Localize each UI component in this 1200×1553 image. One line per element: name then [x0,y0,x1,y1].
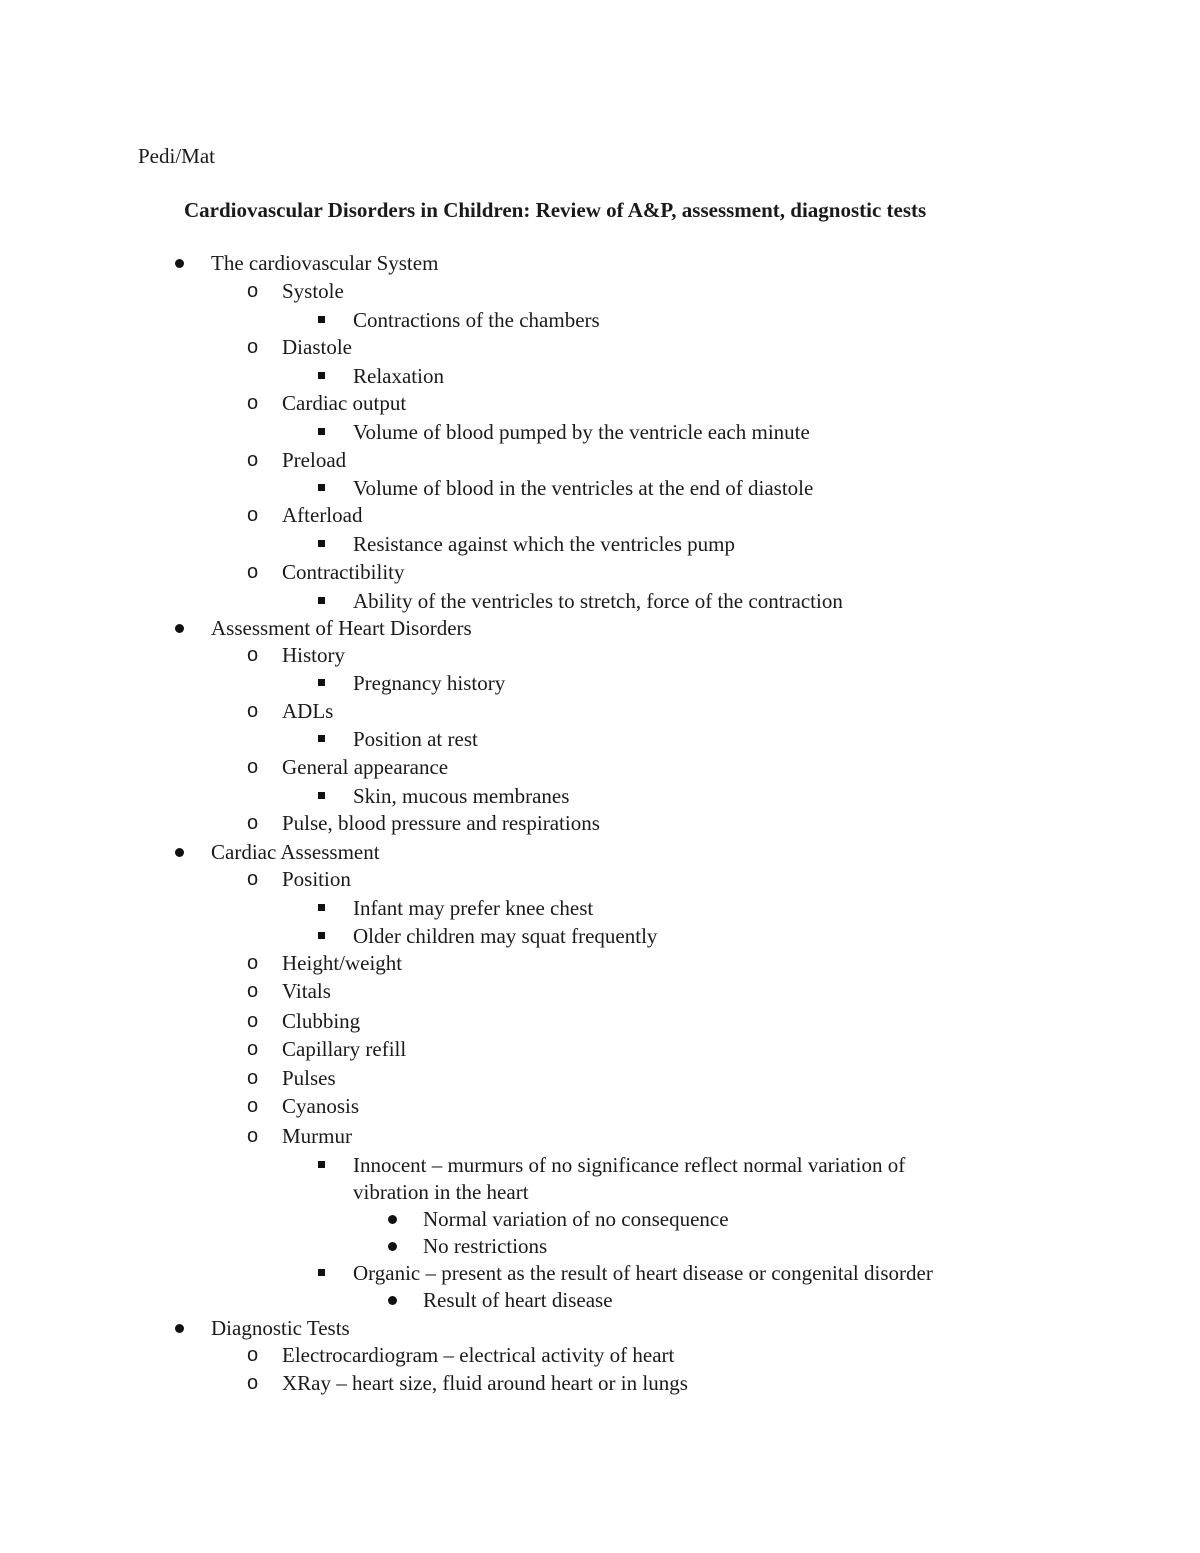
outline-item-level-3: Older children may squat frequently [353,924,658,948]
outline-item-level-2: Afterload [282,503,363,527]
bullet-circle-icon: o [247,644,259,666]
bullet-square-icon [318,372,325,379]
bullet-circle-icon: o [247,449,259,471]
outline-item-level-3: Volume of blood pumped by the ventricle each minute [353,420,810,444]
outline-item-level-3: Volume of blood in the ventricles at the end of diastole [353,476,814,500]
bullet-square-icon [318,735,325,742]
bullet-square-icon [318,316,325,323]
outline-item-level-4: Result of heart disease [423,1288,613,1312]
bullet-dot-icon [388,1242,397,1251]
page-title: Cardiovascular Disorders in Children: Review of A&P, assessment, diagnostic tests [184,198,927,222]
outline-item-level-2: Pulses [282,1066,336,1090]
outline-item-level-2: Diastole [282,335,352,359]
bullet-dot-icon [388,1215,397,1224]
bullet-dot-icon [175,848,184,857]
bullet-dot-icon [388,1296,397,1305]
bullet-circle-icon: o [247,392,259,414]
bullet-dot-icon [175,624,184,633]
outline-item-level-4: Normal variation of no consequence [423,1207,729,1231]
bullet-circle-icon: o [247,561,259,583]
outline-item-level-4: No restrictions [423,1234,548,1258]
bullet-circle-icon: o [247,756,259,778]
outline-item-level-2: Height/weight [282,951,403,975]
bullet-square-icon [318,679,325,686]
bullet-circle-icon: o [247,1125,259,1147]
bullet-square-icon [318,484,325,491]
outline-item-level-3: Relaxation [353,364,444,388]
outline-item-level-1: Cardiac Assessment [211,840,380,864]
bullet-circle-icon: o [247,1344,259,1366]
outline-item-level-2: Systole [282,279,344,303]
bullet-square-icon [318,540,325,547]
outline-item-level-3: Organic – present as the result of heart disease or congenital disorder [353,1261,933,1285]
outline-item-level-2: Cyanosis [282,1094,360,1118]
bullet-circle-icon: o [247,1067,259,1089]
bullet-circle-icon: o [247,1038,259,1060]
bullet-circle-icon: o [247,1010,259,1032]
outline-item-level-1: Assessment of Heart Disorders [211,616,472,640]
bullet-square-icon [318,1269,325,1276]
outline-item-level-1: The cardiovascular System [211,251,439,275]
bullet-square-icon [318,932,325,939]
outline-item-level-2: History [282,643,345,667]
outline-item-level-3: vibration in the heart [353,1180,529,1204]
outline-item-level-2: Vitals [282,979,331,1003]
bullet-circle-icon: o [247,700,259,722]
bullet-circle-icon: o [247,504,259,526]
outline-item-level-2: Capillary refill [282,1037,407,1061]
outline-item-level-3: Pregnancy history [353,671,506,695]
outline-item-level-2: Pulse, blood pressure and respirations [282,811,600,835]
bullet-circle-icon: o [247,812,259,834]
outline-item-level-2: XRay – heart size, fluid around heart or in lungs [282,1371,688,1395]
bullet-square-icon [318,904,325,911]
outline-item-level-3: Contractions of the chambers [353,308,600,332]
bullet-circle-icon: o [247,868,259,890]
outline-item-level-3: Innocent – murmurs of no significance reflect normal variation of [353,1153,906,1177]
outline-item-level-2: Contractibility [282,560,405,584]
bullet-square-icon [318,1161,325,1168]
bullet-circle-icon: o [247,336,259,358]
bullet-dot-icon [175,259,184,268]
outline-item-level-3: Ability of the ventricles to stretch, force of the contraction [353,589,843,613]
outline-item-level-2: Position [282,867,351,891]
outline-item-level-2: General appearance [282,755,449,779]
outline-item-level-3: Position at rest [353,727,478,751]
bullet-circle-icon: o [247,280,259,302]
outline-item-level-2: Murmur [282,1124,352,1148]
outline-item-level-2: Cardiac output [282,391,407,415]
outline-item-level-2: Clubbing [282,1009,361,1033]
bullet-circle-icon: o [247,952,259,974]
outline-item-level-2: Electrocardiogram – electrical activity of heart [282,1343,675,1367]
bullet-circle-icon: o [247,1095,259,1117]
bullet-circle-icon: o [247,1372,259,1394]
bullet-square-icon [318,597,325,604]
bullet-square-icon [318,792,325,799]
outline-item-level-3: Skin, mucous membranes [353,784,570,808]
bullet-square-icon [318,428,325,435]
outline-item-level-2: ADLs [282,699,334,723]
outline-item-level-2: Preload [282,448,347,472]
outline-item-level-3: Resistance against which the ventricles pump [353,532,735,556]
bullet-circle-icon: o [247,980,259,1002]
header-label: Pedi/Mat [138,144,215,168]
outline-item-level-1: Diagnostic Tests [211,1316,350,1340]
bullet-dot-icon [175,1324,184,1333]
outline-item-level-3: Infant may prefer knee chest [353,896,594,920]
